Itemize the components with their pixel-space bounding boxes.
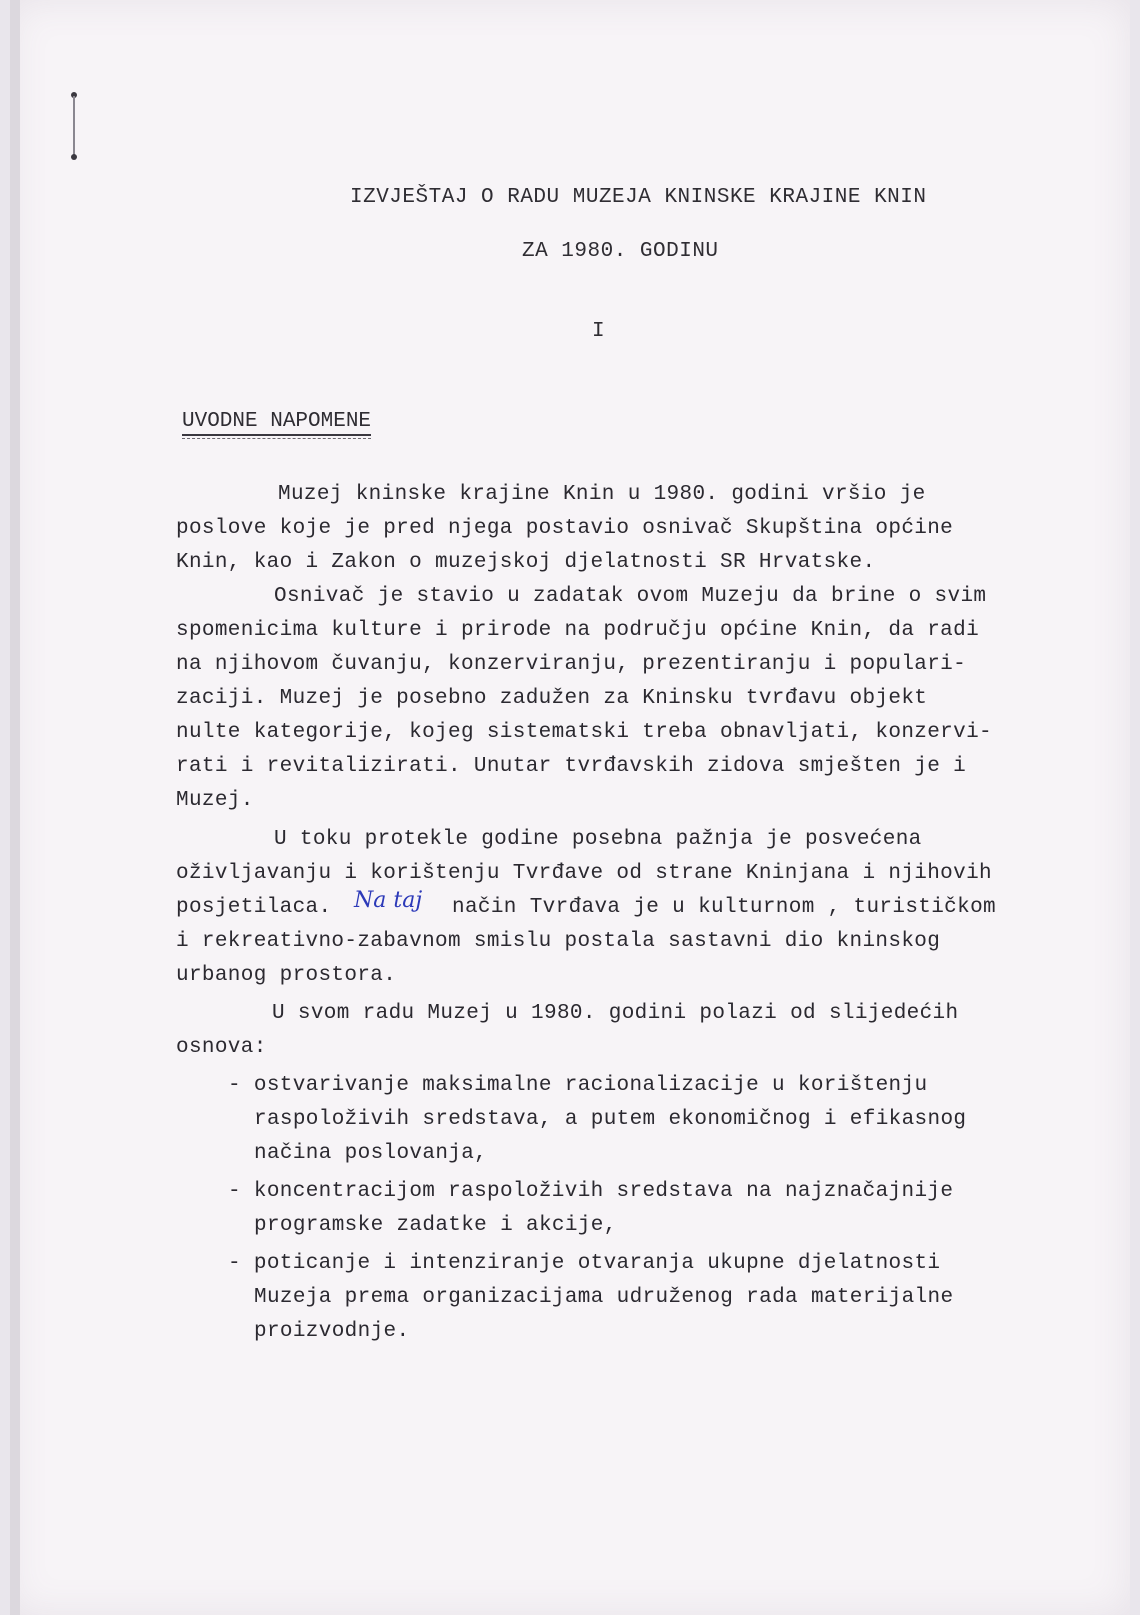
body-line: oživljavanju i korištenju Tvrđave od strane Kninjana i njihovih bbox=[176, 862, 992, 885]
body-line: U svom radu Muzej u 1980. godini polazi od slijedećih bbox=[272, 1002, 959, 1025]
body-line: nulte kategorije, kojeg sistematski treba obnavljati, konzervi- bbox=[176, 721, 992, 744]
section-heading: UVODNE NAPOMENE bbox=[182, 410, 371, 436]
body-line: rati i revitalizirati. Unutar tvrđavskih zidova smješten je i bbox=[176, 755, 967, 778]
document-page bbox=[10, 0, 1130, 1615]
document-title: IZVJEŠTAJ O RADU MUZEJA KNINSKE KRAJINE KNIN bbox=[350, 186, 927, 209]
body-line: način Tvrđava je u kulturnom , turističkom bbox=[452, 896, 996, 919]
list-item: - koncentracijom raspoloživih sredstava na najznačajnije bbox=[228, 1180, 954, 1203]
list-item-continuation: načina poslovanja, bbox=[254, 1142, 488, 1165]
section-number: I bbox=[592, 320, 605, 343]
body-line: Muzej kninske krajine Knin u 1980. godini vršio je bbox=[278, 483, 926, 506]
document-body bbox=[10, 0, 1130, 1615]
body-line: U toku protekle godine posebna pažnja je posvećena bbox=[274, 828, 922, 851]
body-line: Knin, kao i Zakon o muzejskoj djelatnosti SR Hrvatske. bbox=[176, 551, 876, 574]
document-subtitle: ZA 1980. GODINU bbox=[522, 240, 719, 263]
list-item-continuation: Muzeja prema organizacijama udruženog rada materijalne bbox=[254, 1286, 954, 1309]
body-line: zaciji. Muzej je posebno zadužen za Kninsku tvrđavu objekt bbox=[176, 687, 928, 710]
list-item-continuation: proizvodnje. bbox=[254, 1320, 410, 1343]
body-line: poslove koje je pred njega postavio osnivač Skupština općine bbox=[176, 517, 954, 540]
list-item-continuation: raspoloživih sredstava, a putem ekonomičnog i efikasnog bbox=[254, 1108, 967, 1131]
body-line: posjetilaca. bbox=[176, 896, 332, 919]
body-line: osnova: bbox=[176, 1036, 267, 1059]
list-item: - poticanje i intenziranje otvaranja ukupne djelatnosti bbox=[228, 1252, 941, 1275]
handwritten-correction: Na taj bbox=[354, 888, 423, 913]
body-line: i rekreativno-zabavnom smislu postala sastavni dio kninskog bbox=[176, 930, 941, 953]
list-item: - ostvarivanje maksimalne racionalizacije u korištenju bbox=[228, 1074, 928, 1097]
body-line: Muzej. bbox=[176, 789, 254, 812]
body-line: urbanog prostora. bbox=[176, 964, 397, 987]
body-line: na njihovom čuvanju, konzerviranju, prezentiranju i populari- bbox=[176, 653, 967, 676]
body-line: spomenicima kulture i prirode na području općine Knin, da radi bbox=[176, 619, 980, 642]
body-line: Osnivač je stavio u zadatak ovom Muzeju da brine o svim bbox=[274, 585, 987, 608]
list-item-continuation: programske zadatke i akcije, bbox=[254, 1214, 617, 1237]
